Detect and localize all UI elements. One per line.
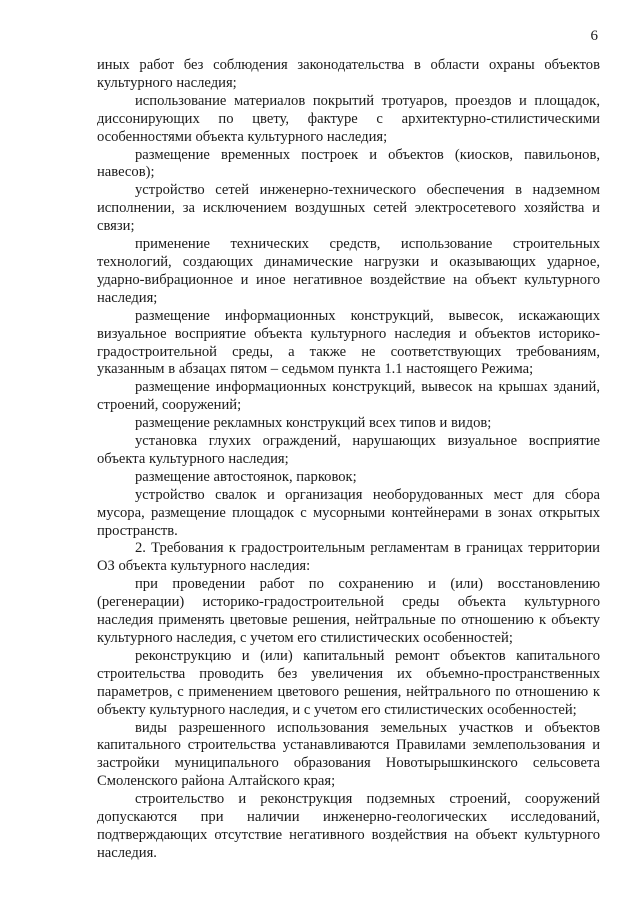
paragraph: установка глухих ограждений, нарушающих визуальное восприятие объекта культурного наследия; [97,433,600,467]
page-number: 6 [590,28,598,44]
paragraph: иных работ без соблюдения законодательства в области охраны объектов культурного наследия; [97,57,600,91]
paragraph: применение технических средств, использование строительных технологий, создающих динамические нагрузки и оказывающих ударное, ударно-вибрационное и иное негативное воздействие на объект культурного наследия; [97,236,600,306]
paragraph: 2. Требования к градостроительным регламентам в границах территории ОЗ объекта культурного наследия: [97,540,600,575]
paragraph: размещение информационных конструкций, вывесок, искажающих визуальное восприятие объекта культурного наследия и объектов историко-градостроительной среды, а также не соответствующих требованиям, указанным в абзацах пятом – седьмом пункта 1.1 настоящего Режима; [97,307,600,378]
paragraph: строительство и реконструкция подземных строений, сооружений допускаются при наличии инженерно-геологических исследований, подтверждающих отсутствие негативного воздействия на объект культурного наследия. [97,791,600,861]
paragraph: устройство сетей инженерно-технического обеспечения в надземном исполнении, за исключением воздушных сетей электросетевого хозяйства и связи; [97,182,600,235]
paragraph: при проведении работ по сохранению и (или) восстановлению (регенерации) историко-градостроительной среды объекта культурного наследия применять цветовые решения, нейтральные по отношению к объекту культурного наследия, с учетом его стилистических особенностей; [97,576,600,646]
paragraph: размещение временных построек и объектов (киосков, павильонов, навесов); [97,146,600,181]
paragraph: размещение рекламных конструкций всех типов и видов; [135,415,492,432]
paragraph: виды разрешенного использования земельных участков и объектов капитального строительства устанавливаются Правилами землепользования и застройки муниципального образования Новотырышкинского сельсовета Смоленского района Алтайского края; [97,719,600,790]
paragraph: использование материалов покрытий тротуаров, проездов и площадок, диссонирующих по цвету, фактуре с архитектурно-стилистическими особенностями объекта культурного наследия; [97,92,600,145]
paragraph: устройство свалок и организация необорудованных мест для сбора мусора, размещение площадок с мусорными контейнерами в зонах открытых пространств. [97,486,600,539]
paragraph: размещение информационных конструкций, вывесок на крышах зданий, строений, сооружений; [97,379,600,414]
paragraph: размещение автостоянок, парковок; [135,468,357,485]
paragraph: реконструкцию и (или) капитальный ремонт объектов капитального строительства проводить без увеличения их объемно-пространственных параметров, с применением цветового решения, нейтрального по отношению к объекту культурного наследия, и с учетом его стилистических особенностей; [97,647,600,718]
document-body [97,57,600,863]
